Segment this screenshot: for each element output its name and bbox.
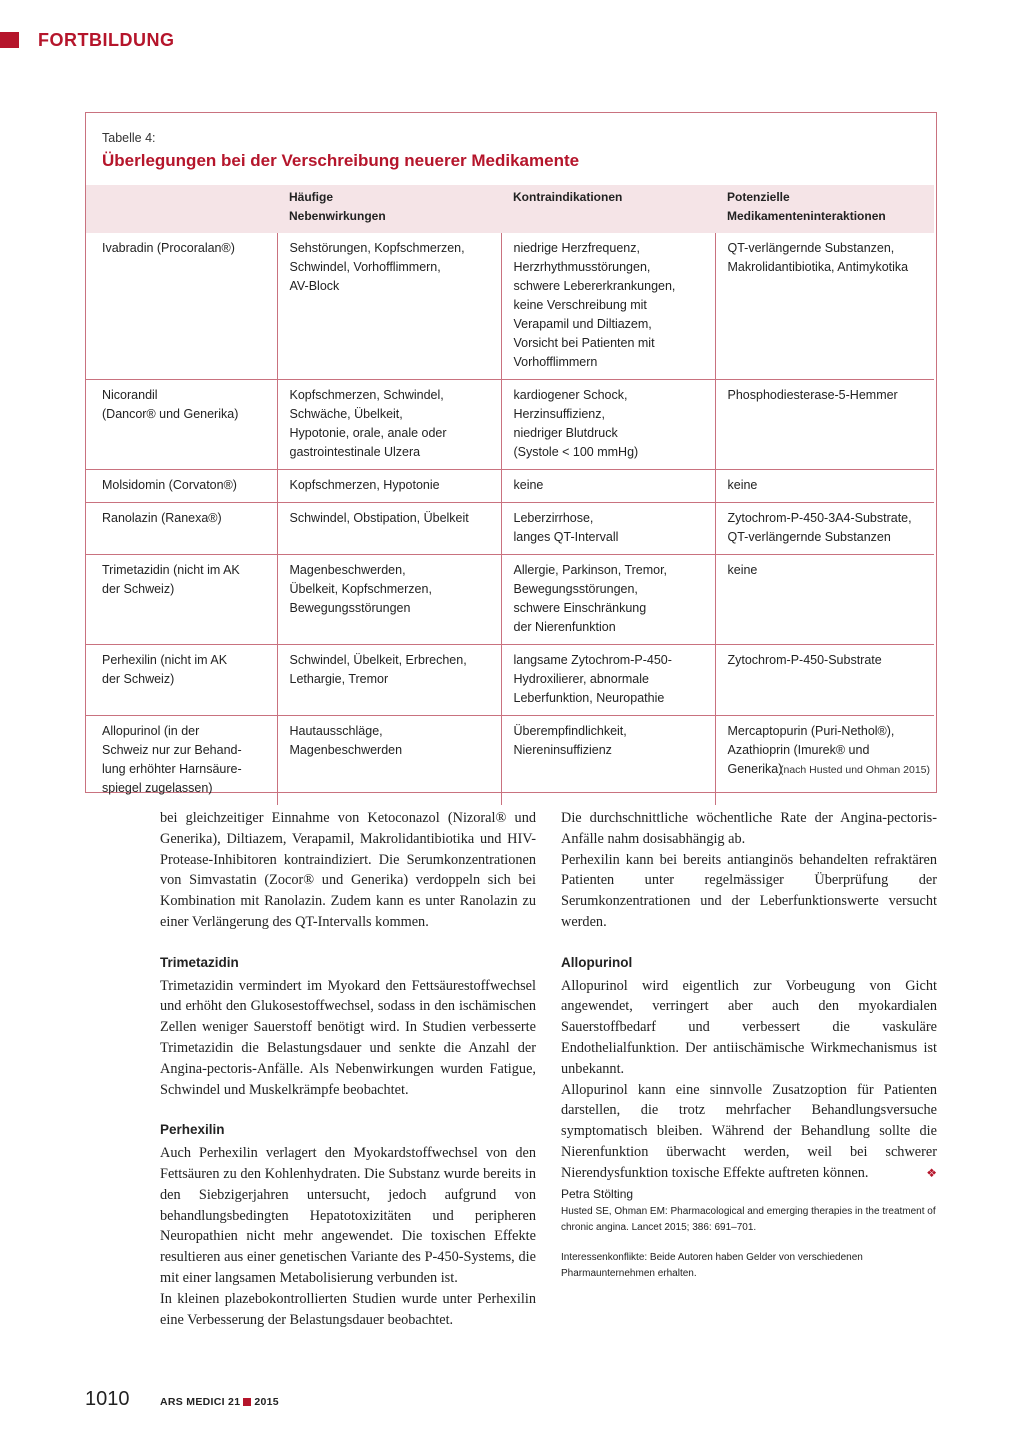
cell-line: Bewegungsstörungen,	[513, 582, 638, 596]
section-title: FORTBILDUNG	[38, 30, 175, 50]
cell-line: Leberfunktion, Neuropathie	[513, 691, 665, 705]
table-cell	[501, 503, 715, 555]
table-cell	[86, 645, 277, 716]
cell-line: spiegel zugelassen)	[102, 781, 213, 795]
table-row	[86, 555, 934, 645]
cell-line: Bewegungsstörungen	[289, 601, 411, 615]
cell-line: Vorhofflimmern	[513, 355, 598, 369]
table-row	[86, 503, 934, 555]
table-cell	[715, 233, 934, 380]
medication-table	[86, 185, 934, 805]
table-cell	[86, 555, 277, 645]
cell-line: Lethargie, Tremor	[289, 672, 389, 686]
cell-line: niedrige Herzfrequenz,	[513, 241, 640, 255]
header-cell	[501, 185, 715, 233]
cell-line: kardiogener Schock,	[513, 388, 628, 402]
cell-line: Kopfschmerzen, Hypotonie	[289, 478, 440, 492]
table-cell	[86, 380, 277, 470]
left-column	[160, 808, 536, 1330]
cell-line: Zytochrom-P-450-3A4-Substrate,	[727, 511, 912, 525]
table-cell	[715, 555, 934, 645]
cell-line: niedriger Blutdruck	[513, 426, 618, 440]
cell-line: Magenbeschwerden,	[289, 563, 406, 577]
cell-line: keine Verschreibung mit	[513, 298, 647, 312]
cell-line: Hautausschläge,	[289, 724, 383, 738]
cell-line: Kopfschmerzen, Schwindel,	[289, 388, 444, 402]
end-mark-icon: ❖	[926, 1165, 937, 1180]
heading-trimetazidin: Trimetazidin	[160, 954, 239, 970]
journal-name: ARS MEDICI 21	[160, 1396, 241, 1408]
header-side-effects-line1: Häufige	[289, 190, 334, 204]
author: Petra Stölting	[561, 1186, 634, 1201]
cell-line: (Dancor® und Generika)	[102, 407, 239, 421]
table-row	[86, 716, 934, 806]
cell-line: Schweiz nur zur Behand-	[102, 743, 242, 757]
cell-line: Azathioprin (Imurek® und	[727, 743, 870, 757]
conflicts-note: Interessenkonflikte: Beide Autoren haben Gelder von verschiedenen Pharmaunternehmen erhalten.	[561, 1252, 863, 1280]
table-cell	[501, 470, 715, 503]
cell-line: Schwindel, Vorhofflimmern,	[289, 260, 441, 274]
cell-line: gastrointestinale Ulzera	[289, 445, 421, 459]
cell-line: Schwindel, Obstipation, Übelkeit	[289, 511, 469, 525]
cell-line: Verapamil und Diltiazem,	[513, 317, 652, 331]
cell-line: der Schweiz)	[102, 582, 175, 596]
cell-line: Allopurinol (in der	[102, 724, 200, 738]
paragraph: Allopurinol wird eigentlich zur Vorbeugung von Gicht angewendet, verringert aber auch den myokardialen Sauerstoffbedarf und verbessert die vaskuläre Endothelialfunktion. Der antiischämische Wirkmechanismus ist unbekannt.	[561, 977, 937, 1077]
cell-line: der Nierenfunktion	[513, 620, 616, 634]
table-box	[85, 112, 937, 793]
cell-line: Ivabradin (Procoralan®)	[102, 241, 235, 255]
cell-line: keine	[727, 563, 758, 577]
table-row	[86, 470, 934, 503]
heading-perhexilin: Perhexilin	[160, 1122, 225, 1138]
cell-line: schwere Lebererkrankungen,	[513, 279, 676, 293]
table-cell	[86, 470, 277, 503]
table-cell	[501, 716, 715, 806]
cell-line: Ranolazin (Ranexa®)	[102, 511, 222, 525]
table-row	[86, 645, 934, 716]
table-cell	[277, 503, 501, 555]
table-cell	[86, 503, 277, 555]
cell-line: Übelkeit, Kopfschmerzen,	[289, 582, 432, 596]
cell-line: Makrolidantibiotika, Antimykotika	[727, 260, 909, 274]
cell-line: AV-Block	[289, 279, 340, 293]
table-cell	[277, 555, 501, 645]
section-marker	[0, 32, 19, 48]
paragraph: Trimetazidin vermindert im Myokard den Fettsäurestoffwechsel und erhöht den Glukosestoffwechsel, sodass in den ischämischen Zellen weniger Sauerstoff benötigt wird. In Studien verbesserte Trimetazidin die Belastungsdauer und senkte die Anzahl der Angina-pectoris-Anfälle. Als Nebenwirkungen wurden Fatigue, Schwindel und Muskelkrämpfe beobachtet.	[160, 977, 536, 1098]
cell-line: Sehstörungen, Kopfschmerzen,	[289, 241, 465, 255]
cell-line: keine	[727, 478, 758, 492]
cell-line: Molsidomin (Corvaton®)	[102, 478, 237, 492]
header-cell	[715, 185, 934, 233]
cell-line: der Schweiz)	[102, 672, 175, 686]
header-interactions-line2: Medikamenteninteraktionen	[727, 209, 886, 223]
cell-line: keine	[513, 478, 544, 492]
cell-line: langes QT-Intervall	[513, 530, 619, 544]
table-cell	[86, 716, 277, 806]
table-header-row	[86, 185, 934, 233]
cell-line: Perhexilin (nicht im AK	[102, 653, 228, 667]
cell-line: Nicorandil	[102, 388, 158, 402]
table-label: Tabelle 4:	[102, 131, 156, 145]
cell-line: Schwindel, Übelkeit, Erbrechen,	[289, 653, 467, 667]
header-contraindications: Kontraindikationen	[513, 190, 623, 204]
table-cell	[277, 645, 501, 716]
page-number: 1010	[85, 1388, 130, 1410]
table-cell	[715, 470, 934, 503]
table-cell	[277, 233, 501, 380]
paragraph: Perhexilin kann bei bereits antianginös behandelten refraktären Patienten unter regelmässiger Überprüfung der Serumkonzentrationen und der Leberfunktionswerte versucht werden.	[561, 851, 937, 930]
table-cell	[86, 233, 277, 380]
cell-line: Trimetazidin (nicht im AK	[102, 563, 240, 577]
cell-line: Vorsicht bei Patienten mit	[513, 336, 655, 350]
paragraph: Die durchschnittliche wöchentliche Rate der Angina-pectoris-Anfälle nahm dosisabhängig ab.	[561, 810, 937, 847]
table-cell	[715, 380, 934, 470]
paragraph	[561, 1080, 937, 1184]
paragraph: Auch Perhexilin verlagert den Myokardstoffwechsel von den Fettsäuren zu den Kohlenhydraten. Die Substanz wurde bereits in den Siebzigerjahren untersucht, jedoch aufgrund von behandlungsbedingten Hepatotoxizitäten und peripheren Neuropathien nicht mehr angewendet. Die toxischen Effekte resultieren aus einer genetischen Variante des P-450-Systems, die mit einer langsamen Metabolisierung verbunden ist.	[160, 1145, 536, 1286]
cell-line: QT-verlängernde Substanzen	[727, 530, 891, 544]
cell-line: Hypotonie, orale, anale oder	[289, 426, 447, 440]
cell-line: (Systole < 100 mmHg)	[513, 445, 639, 459]
cell-line: lung erhöhter Harnsäure-	[102, 762, 242, 776]
header-cell	[86, 185, 277, 233]
cell-line: QT-verlängernde Substanzen,	[727, 241, 895, 255]
cell-line: langsame Zytochrom-P-450-	[513, 653, 672, 667]
header-side-effects-line2: Nebenwirkungen	[289, 209, 386, 223]
table-cell	[501, 645, 715, 716]
table-cell	[501, 555, 715, 645]
journal-year: 2015	[254, 1396, 279, 1408]
table-cell	[277, 470, 501, 503]
cell-line: Schwäche, Übelkeit,	[289, 407, 403, 421]
paragraph: In kleinen plazebokontrollierten Studien wurde unter Perhexilin eine Verbesserung der Belastungsdauer beobachtet.	[160, 1290, 536, 1328]
cell-line: Überempfindlichkeit,	[513, 724, 627, 738]
cell-line: Magenbeschwerden	[289, 743, 403, 757]
table-cell	[501, 233, 715, 380]
header-cell	[277, 185, 501, 233]
paragraph-text: Allopurinol kann eine sinnvolle Zusatzoption für Patienten darstellen, die trotz mehrfacher Behandlungsversuche symptomatisch bleiben. Während der Behandlung sollte die Nierenfunktion überwacht werden, weil bei schwerer Nierendysfunktion toxische Effekte auftreten können.	[561, 1081, 937, 1181]
table-cell	[715, 645, 934, 716]
cell-line: Zytochrom-P-450-Substrate	[727, 653, 882, 667]
cell-line: Generika)	[727, 762, 783, 776]
square-icon	[243, 1398, 251, 1406]
cell-line: Hydroxilierer, abnormale	[513, 672, 649, 686]
table-cell	[277, 716, 501, 806]
table-cell	[715, 503, 934, 555]
paragraph: bei gleichzeitiger Einnahme von Ketoconazol (Nizoral® und Generika), Diltiazem, Verapamil, Makrolidantibiotika und HIV-Protease-Inhibitoren kontraindiziert. Die Serumkonzentrationen von Simvastatin (Zocor® und Generika) verdoppeln sich bei Kombination mit Ranolazin. Zudem kann es unter Ranolazin zu einer Verlängerung des QT-Intervalls kommen.	[160, 810, 536, 930]
table-source: (nach Husted und Ohman 2015)	[779, 764, 930, 776]
cell-line: Allergie, Parkinson, Tremor,	[513, 563, 668, 577]
cell-line: Leberzirrhose,	[513, 511, 594, 525]
cell-line: Phosphodiesterase-5-Hemmer	[727, 388, 898, 402]
cell-line: schwere Einschränkung	[513, 601, 647, 615]
table-cell	[501, 380, 715, 470]
reference: Husted SE, Ohman EM: Pharmacological and emerging therapies in the treatment of chronic angina. Lancet 2015; 386: 691–701.	[561, 1206, 936, 1234]
table-row	[86, 233, 934, 380]
table-title: Überlegungen bei der Verschreibung neuerer Medikamente	[102, 151, 580, 170]
journal-info	[160, 1396, 279, 1408]
table-cell	[715, 716, 934, 806]
cell-line: Niereninsuffizienz	[513, 743, 612, 757]
heading-allopurinol: Allopurinol	[561, 954, 633, 970]
cell-line: Herzinsuffizienz,	[513, 407, 605, 421]
right-column	[561, 808, 937, 1282]
table-cell	[277, 380, 501, 470]
table-row	[86, 380, 934, 470]
cell-line: Herzrhythmusstörungen,	[513, 260, 651, 274]
cell-line: Mercaptopurin (Puri-Nethol®),	[727, 724, 895, 738]
header-interactions-line1: Potenzielle	[727, 190, 790, 204]
